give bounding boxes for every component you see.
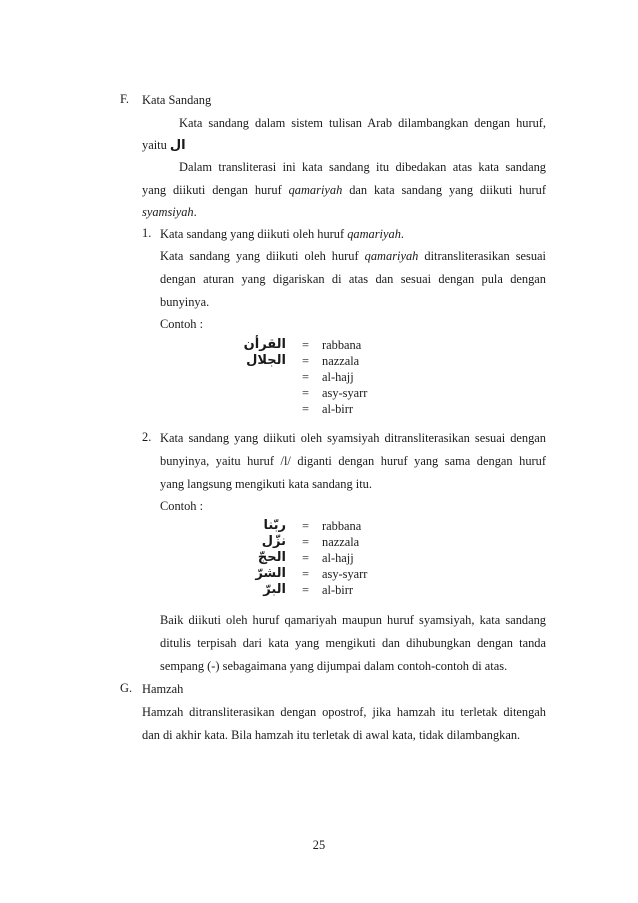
item2-line2: bunyinya, yaitu huruf /l/ diganti dengan huruf yang sama dengan huruf [160,454,546,468]
example-row [236,353,396,369]
example-latin: nazzala [322,354,360,368]
example-row [236,550,396,566]
section-f-para1-line2 [142,137,186,154]
item1-line1 [160,248,546,264]
page-number: 25 [312,838,326,852]
example-row [236,582,396,598]
example-equals: = [302,338,309,352]
item2-after-line2: ditulis terpisah dari kata yang mengikuti dan dihubungkan dengan tanda [160,636,546,650]
example-row [236,518,396,534]
section-g-line1: Hamzah ditransliterasikan dengan opostrof, jika hamzah itu terletak ditengah [142,705,546,719]
example-row [236,566,396,582]
para2-text-b: dan kata sandang yang diikuti huruf [349,183,546,197]
item2-contoh: Contoh : [160,499,204,513]
example-equals: = [302,402,309,416]
section-f-para2-line1: Dalam transliterasi ini kata sandang itu dibedakan atas kata sandang [179,160,546,174]
example-row [236,385,396,401]
item1-heading [160,226,404,242]
example-latin: asy-syarr [322,567,368,581]
item1-heading-em: qamariyah [347,227,401,241]
item2-after-line1: Baik diikuti oleh huruf qamariyah maupun huruf syamsiyah, kata sandang [160,613,546,627]
example-latin: al-birr [322,402,353,416]
item1-number: 1. [142,226,152,240]
item1-heading-a: Kata sandang yang diikuti oleh huruf [160,227,345,241]
example-row [236,534,396,550]
item1-line1-b: ditransliterasikan sesuai [424,249,546,263]
example-arabic: البرّ [263,582,286,597]
example-row [236,401,396,417]
example-arabic: الشرّ [255,566,286,581]
section-f-title: Kata Sandang [142,93,212,107]
item1-heading-b: . [400,227,405,241]
section-f-letter: F. [120,92,129,106]
term-syamsiyah: syamsiyah [142,205,194,219]
example-latin: nazzala [322,535,360,549]
example-equals: = [302,583,309,597]
item1-line1-a: Kata sandang yang diikuti oleh huruf [160,249,359,263]
example-latin: asy-syarr [322,386,368,400]
section-f-para1-line1: Kata sandang dalam sistem tulisan Arab dilambangkan dengan huruf, [179,116,546,130]
item1-line1-em: qamariyah [364,249,419,263]
item1-line2: dengan aturan yang digariskan di atas dan sesuai dengan pula dengan [160,272,546,286]
section-g-line2: dan di akhir kata. Bila hamzah itu terletak di awal kata, tidak dilambangkan. [142,728,521,742]
example-arabic: نزّل [261,534,286,549]
example-equals: = [302,535,309,549]
example-latin: rabbana [322,519,362,533]
section-g-title: Hamzah [142,682,184,696]
example-equals: = [302,551,309,565]
example-arabic: ربّنا [263,518,286,533]
example-equals: = [302,370,309,384]
example-latin: al-hajj [322,370,354,384]
example-equals: = [302,519,309,533]
term-qamariyah: qamariyah [288,183,343,197]
example-row [236,369,396,385]
example-arabic: القرأن [243,337,286,352]
example-latin: al-birr [322,583,353,597]
example-row [236,337,396,353]
para2-period: . [193,205,197,219]
example-latin: al-hajj [322,551,354,565]
item2-line3: yang langsung mengikuti kata sandang itu. [160,477,372,491]
para1-text: yaitu [142,138,167,152]
item2-examples-table [236,518,396,598]
section-f-para2-line3 [142,204,197,220]
item2-line1: Kata sandang yang diikuti oleh syamsiyah ditransliterasikan sesuai dengan [160,431,546,445]
example-equals: = [302,567,309,581]
para2-text-a: yang diikuti dengan huruf [142,183,282,197]
item2-number: 2. [142,430,152,444]
example-equals: = [302,386,309,400]
example-equals: = [302,354,309,368]
section-f-para2-line2 [142,182,546,198]
section-g-letter: G. [120,681,133,695]
example-arabic: الجلال [246,353,286,368]
item1-contoh: Contoh : [160,317,204,331]
example-latin: rabbana [322,338,362,352]
item2-after-line3: sempang (-) sebagaimana yang dijumpai dalam contoh-contoh di atas. [160,659,508,673]
item1-examples-table [236,337,396,417]
arabic-al: ال [169,138,186,153]
example-arabic: الحجّ [257,550,286,565]
item1-line3: bunyinya. [160,295,210,309]
